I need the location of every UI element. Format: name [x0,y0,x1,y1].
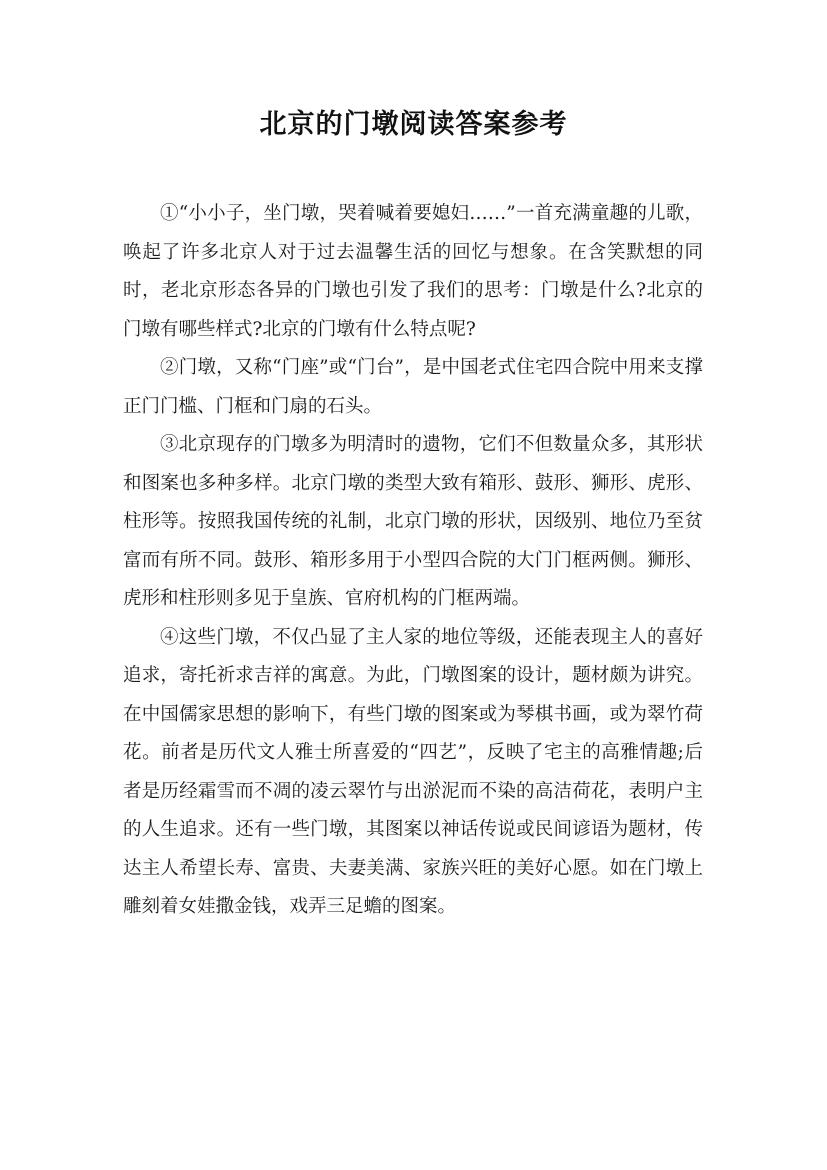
document-body [123,195,703,927]
paragraph-1: ①“小小子，坐门墩，哭着喊着要媳妇……”一首充满童趣的儿歌，唤起了许多北京人对于过去温馨生活的回忆与想象。在含笑默想的同时，老北京形态各异的门墩也引发了我们的思考：门墩是什么?北京的门墩有哪些样式?北京的门墩有什么特点呢? [123,203,703,340]
paragraph-3: ③北京现存的门墩多为明清时的遗物，它们不但数量众多，其形状和图案也多种多样。北京门墩的类型大致有箱形、鼓形、狮形、虎形、柱形等。按照我国传统的礼制，北京门墩的形状，因级别、地位乃至贫富而有所不同。鼓形、箱形多用于小型四合院的大门门框两侧。狮形、虎形和柱形则多见于皇族、官府机构的门框两端。 [123,434,703,609]
paragraph-2: ②门墩，又称“门座”或“门台”，是中国老式住宅四合院中用来支撑正门门槛、门框和门扇的石头。 [123,357,703,417]
document-title: 北京的门墩阅读答案参考 [259,109,568,140]
paragraph-4: ④这些门墩，不仅凸显了主人家的地位等级，还能表现主人的喜好追求，寄托祈求吉祥的寓意。为此，门墩图案的设计，题材颇为讲究。在中国儒家思想的影响下，有些门墩的图案或为琴棋书画，或为翠竹荷花。前者是历代文人雅士所喜爱的“四艺”，反映了宅主的高雅情趣;后者是历经霜雪而不凋的凌云翠竹与出淤泥而不染的高洁荷花，表明户主的人生追求。还有一些门墩，其图案以神话传说或民间谚语为题材，传达主人希望长寿、富贵、夫妻美满、家族兴旺的美好心愿。如在门墩上雕刻着女娃撒金钱，戏弄三足蟾的图案。 [123,626,703,917]
